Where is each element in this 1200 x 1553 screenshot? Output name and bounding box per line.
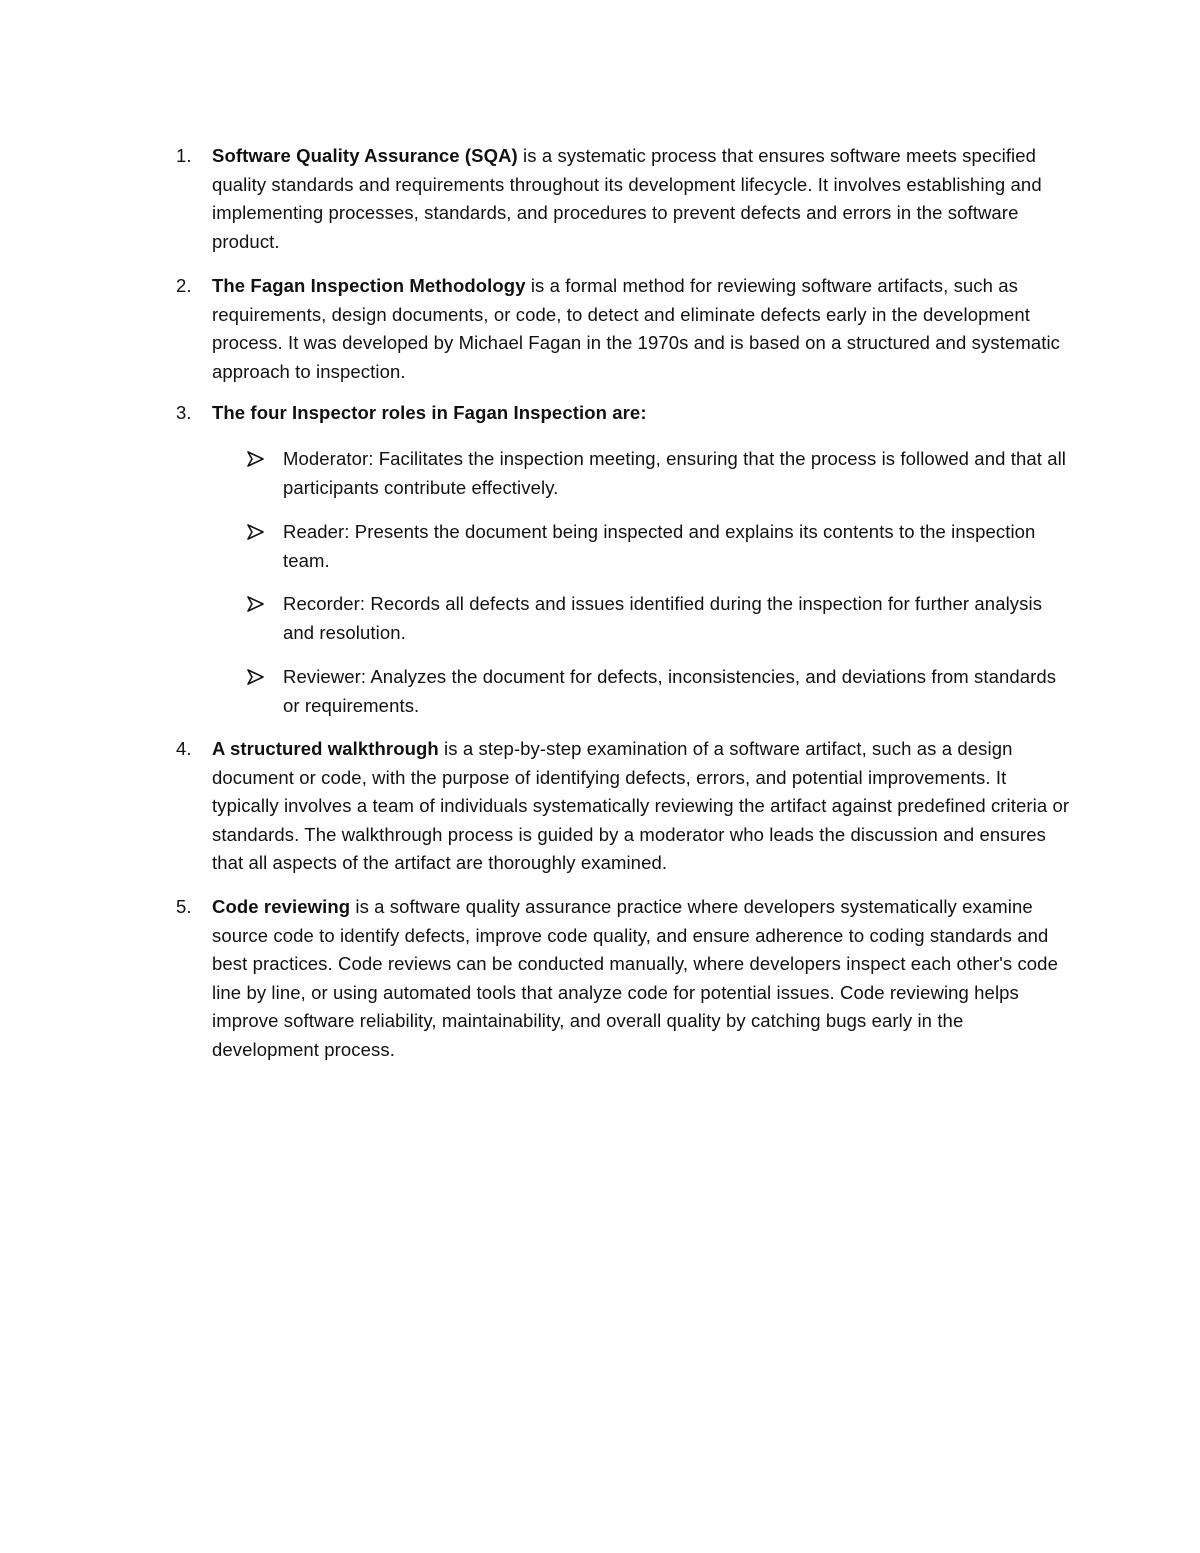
role-text: Reviewer: Analyzes the document for defects, inconsistencies, and deviations from standards or requirements. [283, 666, 1057, 716]
arrowhead-bullet-icon [245, 663, 267, 691]
role-text: Recorder: Records all defects and issues identified during the inspection for further analysis and resolution. [283, 593, 1043, 643]
list-item-roles [176, 399, 1072, 428]
term-roles: The four Inspector roles in Fagan Inspection are: [212, 402, 647, 423]
list-item-code-reviewing [176, 893, 1072, 1064]
term-fagan: The Fagan Inspection Methodology [212, 275, 526, 296]
list-number: 4. [176, 738, 192, 759]
arrowhead-bullet-icon [245, 445, 267, 473]
role-item-reviewer [283, 663, 1073, 720]
list-item-walkthrough [176, 735, 1072, 878]
list-number: 5. [176, 896, 192, 917]
list-item-sqa [176, 142, 1072, 256]
role-item-moderator [283, 445, 1073, 502]
role-text: Reader: Presents the document being inspected and explains its contents to the inspection team. [283, 521, 1036, 571]
definition-code-reviewing: is a software quality assurance practice where developers systematically examine source code to identify defects, improve code quality, and ensure adherence to coding standards and best practices. Code reviews can be conducted manually, where developers inspect each other's code line by line, or using automated tools that analyze code for potential issues. Code reviewing helps improve software reliability, maintainability, and overall quality by catching bugs early in the development process. [212, 896, 1058, 1060]
term-sqa: Software Quality Assurance (SQA) [212, 145, 518, 166]
list-item-fagan [176, 272, 1072, 386]
definition-fagan: is a formal method for reviewing software artifacts, such as requirements, design documents, or code, to detect and eliminate defects early in the development process. It was developed by Michael Fagan in the 1970s and is based on a structured and systematic approach to inspection. [212, 275, 1061, 382]
arrowhead-bullet-icon [245, 590, 267, 618]
term-code-reviewing: Code reviewing [212, 896, 351, 917]
role-text: Moderator: Facilitates the inspection meeting, ensuring that the process is followed and that all participants contribute effectively. [283, 448, 1067, 498]
arrowhead-bullet-icon [245, 518, 267, 546]
definition-walkthrough: is a step-by-step examination of a software artifact, such as a design document or code, with the purpose of identifying defects, errors, and potential improvements. It typically involves a team of individuals systematically reviewing the artifact against predefined criteria or standards. The walkthrough process is guided by a moderator who leads the discussion and ensures that all aspects of the artifact are thoroughly examined. [212, 738, 1070, 873]
list-number: 1. [176, 145, 192, 166]
list-number: 3. [176, 402, 192, 423]
role-item-reader [283, 518, 1073, 575]
definition-sqa: is a systematic process that ensures software meets specified quality standards and requirements throughout its development lifecycle. It involves establishing and implementing processes, standards, and procedures to prevent defects and errors in the software product. [212, 145, 1042, 252]
list-number: 2. [176, 275, 192, 296]
role-item-recorder [283, 590, 1073, 647]
term-walkthrough: A structured walkthrough [212, 738, 439, 759]
